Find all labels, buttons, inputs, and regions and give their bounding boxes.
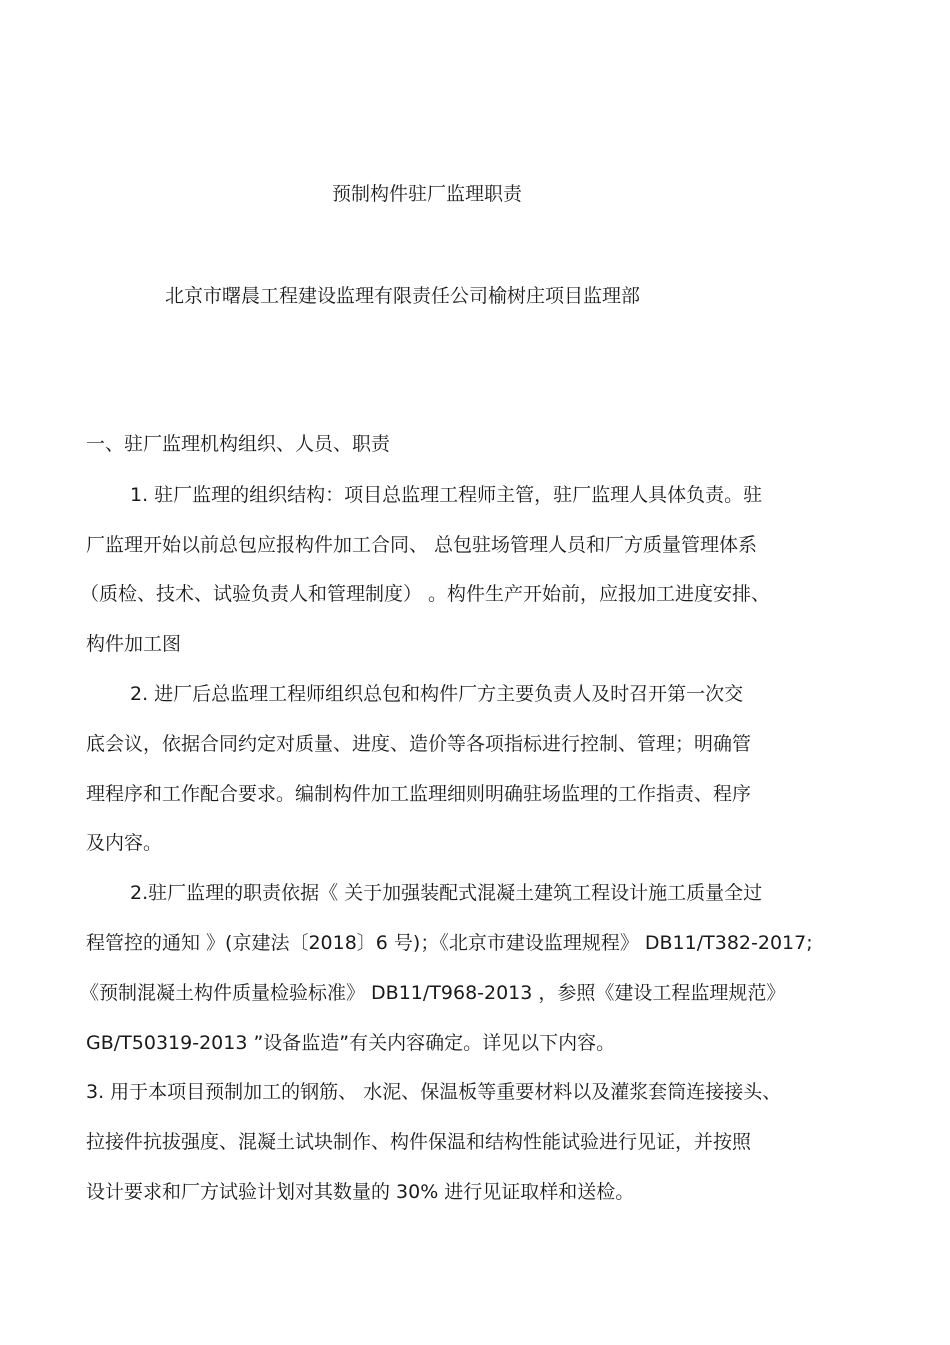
paragraph-line: 构件加工图 bbox=[86, 633, 182, 655]
paragraph-line: 《预制混凝土构件质量检验标准》 DB11/T968-2013 ，参照《建设工程监理规范》 bbox=[80, 982, 786, 1004]
paragraph-line: 底会议，依据合同约定对质量、进度、造价等各项指标进行控制、管理；明确管 bbox=[86, 733, 752, 755]
paragraph-line: 设计要求和厂方试验计划对其数量的 30% 进行见证取样和送检。 bbox=[86, 1181, 635, 1203]
paragraph-line: 程管控的通知 》(京建法〔2018〕6 号)；《北京市建设监理规程》 DB11/T382-2017; bbox=[86, 932, 813, 954]
section-heading-1: 一、驻厂监理机构组织、人员、职责 bbox=[86, 433, 391, 455]
paragraph-line: 厂监理开始以前总包应报构件加工合同、 总包驻场管理人员和厂方质量管理体系 bbox=[86, 534, 758, 556]
paragraph-line: 拉接件抗拔强度、混凝土试块制作、构件保温和结构性能试验进行见证，并按照 bbox=[86, 1131, 752, 1153]
paragraph-line: 及内容。 bbox=[86, 832, 163, 854]
paragraph-line: 2. 进厂后总监理工程师组织总包和构件厂方主要负责人及时召开第一次交 bbox=[130, 683, 744, 705]
paragraph-line: 1. 驻厂监理的组织结构：项目总监理工程师主管，驻厂监理人具体负责。驻 bbox=[130, 484, 763, 506]
paragraph-line: 2.驻厂监理的职责依据《 关于加强装配式混凝土建筑工程设计施工质量全过 bbox=[130, 882, 763, 904]
paragraph-line: 理程序和工作配合要求。编制构件加工监理细则明确驻场监理的工作指责、程序 bbox=[86, 783, 752, 805]
paragraph-line: GB/T50319-2013 ”设备监造”有关内容确定。详见以下内容。 bbox=[86, 1032, 616, 1054]
document-title: 预制构件驻厂监理职责 bbox=[332, 183, 523, 205]
organization-name: 北京市曙晨工程建设监理有限责任公司榆树庄项目监理部 bbox=[165, 285, 641, 307]
paragraph-line: 3. 用于本项目预制加工的钢筋、 水泥、保温板等重要材料以及灌浆套筒连接接头、 bbox=[86, 1081, 782, 1103]
paragraph-line: （质检、技术、试验负责人和管理制度） 。构件生产开始前，应报加工进度安排、 bbox=[80, 583, 771, 605]
